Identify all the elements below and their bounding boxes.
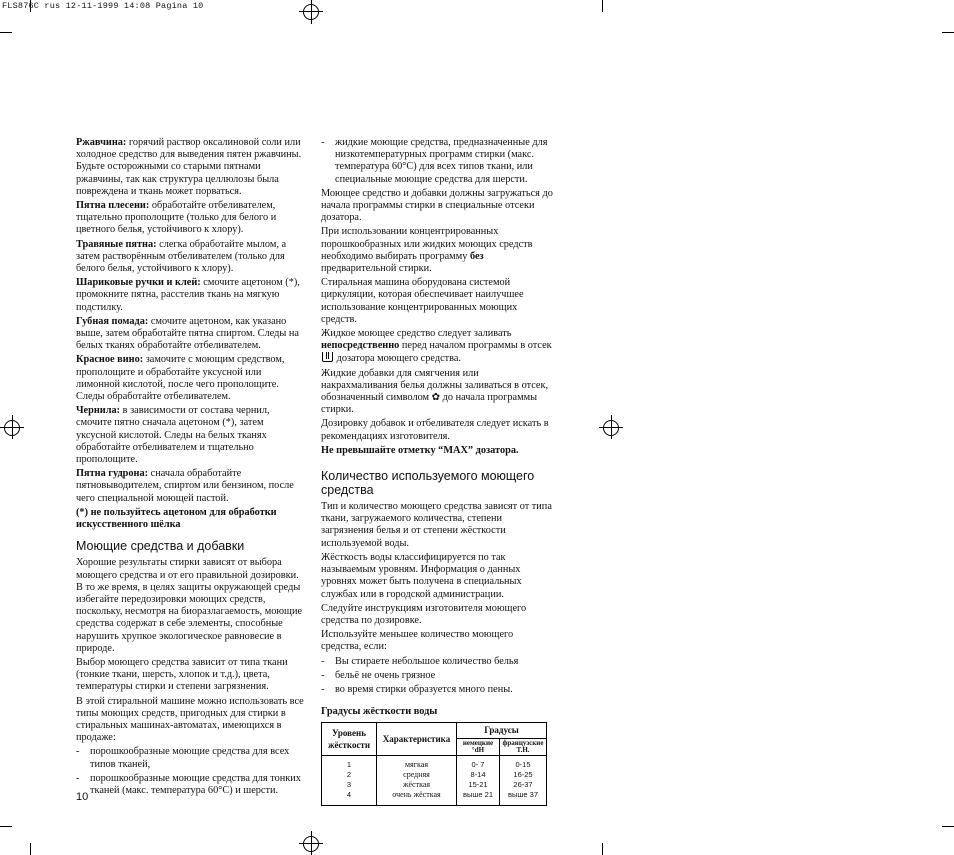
dispenser-compartment-icon — [322, 352, 333, 362]
paragraph-ink: Чернила: в зависимости от состава чернил, смочите пятно сначала ацетоном (*), затем уксусной кислотой. Следы на белых тканях обработайте отбеливателем и тщательно прополощите. — [76, 405, 270, 466]
table-header-characteristic: Характеристика — [377, 723, 457, 755]
list-item: - порошкообразные моющие средства для всех типов тканей, — [76, 746, 304, 770]
table-title: Градусы жёсткости воды — [321, 706, 438, 718]
registration-mark-line — [299, 843, 323, 844]
table-header-level: Уровень жёсткости — [322, 723, 377, 755]
paragraph-grass: Травяные пятна: слегка обработайте мылом, а затем растворённым отбеливателем (только для белого белья, устойчивого к хлору). — [76, 238, 287, 275]
paragraph: Жидкое моющее средство следует заливать непосредственно перед началом программы в отсек дозатора моющего средства. — [321, 328, 552, 365]
table-cell-characteristics: мягкая средняя жёсткая очень жёсткая — [377, 755, 457, 805]
paragraph: Жидкие добавки для смягчения или накрахмаливания белья должны заливаться в отсек, обозначенный символом ✿ до начала программы стирки. — [321, 367, 549, 416]
print-header: FLS876C rus 12-11-1999 14:08 Pagina 10 — [2, 1, 204, 11]
list-item: - жидкие моющие средства, предназначенные для низкотемпературных программ стирки (макс. температура 60°C) для всех типов ткани, или специальные моющие средства для шерсти. — [321, 137, 553, 186]
paragraph: Используйте меньшее количество моющего средства, если: — [321, 629, 514, 653]
paragraph: Моющее средство и добавки должны загружаться до начала программы стирки в специальные отсеки дозатора. — [321, 187, 553, 224]
table-header-german: немецкие °dH — [457, 738, 500, 755]
paragraph: Выбор моющего средства зависит от типа ткани (тонкие ткани, шерсть, хлопок и т.д.), цвета, температуры стирки и степени загрязнения. — [76, 656, 288, 693]
softener-flower-icon: ✿ — [431, 392, 441, 404]
acetone-note: (*) не пользуйтесь ацетоном для обработки искусственного шёлка — [76, 506, 277, 531]
paragraph-mold: Пятна плесени: обработайте отбеливателем, тщательно прополощите (только для белого и цветного белья, устойчивого к хлору). — [76, 200, 277, 236]
registration-mark-line — [311, 0, 312, 24]
table-cell-german: 0- 7 8-14 15-21 выше 21 — [457, 755, 500, 805]
paragraph: В этой стиральной машине можно использовать все типы моющих средств, пригодных для стирки в стиральных машинах-автоматах, имеющихся в продаже: — [76, 695, 304, 744]
paragraph-wine: Красное вино: замочите с моющим средством, прополощите и обработайте уксусной или лимонной кислотой, после чего прополощите. Следы обработайте отбеливателем. — [76, 354, 285, 403]
crop-mark — [602, 0, 603, 12]
warning-max: Не превышайте отметку “MAX” дозатора. — [321, 444, 519, 456]
section-heading-quantity: Количество используемого моющего средства — [321, 469, 535, 498]
paragraph-rust: Ржавчина: горячий раствор оксалиновой соли или холодное средство для выведения пятен ржавчины. Будьте осторожными со старыми пятнами ржавчины, так как структура целлюлозы была повреждена и ткань может порваться. — [76, 137, 302, 197]
table-cell-levels: 1 2 3 4 — [322, 755, 377, 805]
paragraph: Хорошие результаты стирки зависят от выбора моющего средства и от его правильной дозировки. В то же время, в целях защиты окружающей среды избегайте передозировки моющих средств, поскольку, несмотря на биоразлагаемость, моющие средства содержат в себе элементы, способные нарушить хрупкое экологическое равновесие в природе. — [76, 557, 303, 654]
paragraph: При использовании концентрированных порошкообразных или жидких моющих средств необходимо выбирать программу без предварительной стирки. — [321, 226, 533, 275]
table-header-degrees: Градусы — [457, 723, 547, 738]
list-item: - бельё не очень грязное — [321, 670, 553, 682]
right-column — [321, 137, 553, 806]
section-heading-detergents: Моющие средства и добавки — [76, 539, 245, 554]
page-number: 10 — [76, 791, 89, 803]
left-column — [76, 137, 304, 799]
registration-mark-line — [599, 427, 623, 428]
crop-mark — [942, 826, 954, 827]
paragraph: Тип и количество моющего средства зависят от типа ткани, загружаемого количества, степени загрязнения белья и от степени жёсткости используемой воды. — [321, 501, 552, 549]
table-cell-french: 0-15 16-25 26-37 выше 37 — [500, 755, 547, 805]
paragraph: Жёсткость воды классифицируется по так называемым уровням. Информация о данных уровнях может быть получена в специальных службах или в городской администрации. — [321, 551, 522, 600]
paragraph-lipstick: Губная помада: смочите ацетоном, как указано выше, затем обработайте пятна спиртом. Следы на белых тканях обработайте отбеливателем. — [76, 315, 299, 352]
table-header-french: французские T.H. — [500, 738, 547, 755]
crop-mark — [942, 32, 954, 33]
crop-mark — [0, 32, 12, 33]
crop-mark — [602, 843, 603, 855]
registration-mark-line — [0, 427, 24, 428]
list-item: - порошкообразные моющие средства для тонких тканей (макс. температура 60°C) и шерсти. — [76, 773, 304, 797]
crop-mark — [0, 826, 12, 827]
paragraph: Стиральная машина оборудована системой циркуляции, которая обеспечивает наилучшее использование концентрированных моющих средств. — [321, 277, 524, 325]
registration-mark-line — [299, 11, 323, 12]
paragraph-ballpoint: Шариковые ручки и клей: смочите ацетоном (*), промокните пятна, расстелив ткань на мягкую подстилку. — [76, 277, 300, 313]
crop-mark — [30, 843, 31, 855]
paragraph: Следуйте инструкциям изготовителя моющего средства по дозировке. — [321, 602, 527, 626]
list-item: - Вы стираете небольшое количество белья — [321, 656, 553, 668]
list-item: - во время стирки образуется много пены. — [321, 684, 553, 696]
water-hardness-table — [321, 722, 547, 805]
paragraph: Дозировку добавок и отбеливателя следует искать в рекомендациях изготовителя. — [321, 418, 549, 442]
paragraph-tar: Пятна гудрона: сначала обработайте пятновыводителем, спиртом или бензином, после чего специальной моющей пастой. — [76, 468, 294, 504]
